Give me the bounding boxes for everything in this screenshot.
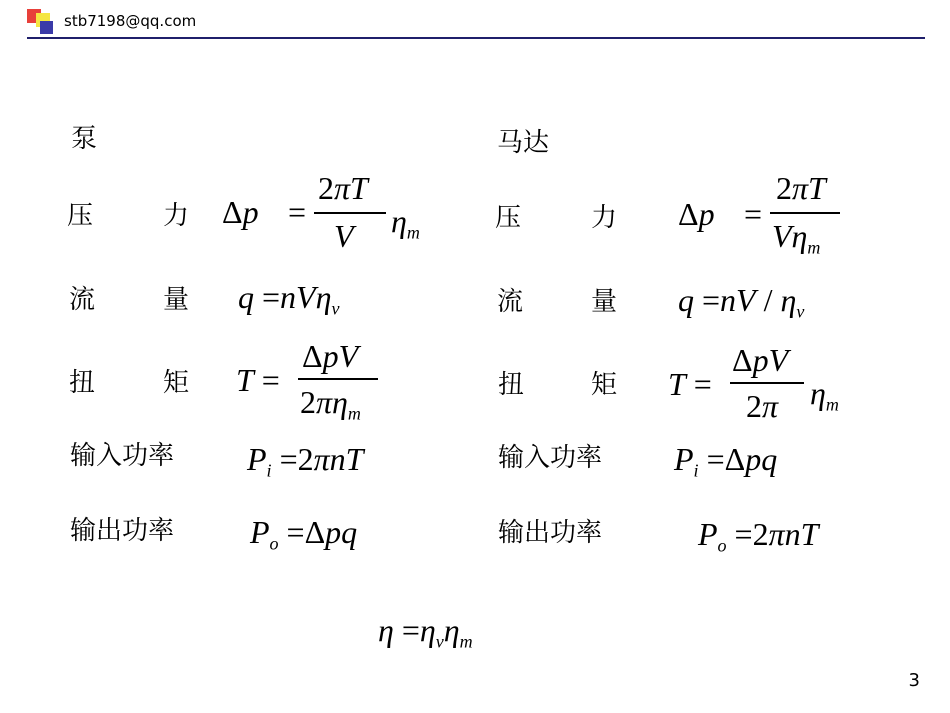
logo-blue-square: [40, 21, 53, 34]
motor-output-power-label: 输出功率: [498, 518, 603, 548]
pump-title: 泵: [71, 124, 98, 154]
motor-pressure-lhs: Δp: [678, 196, 715, 232]
motor-output-power-formula: $P_o =2\pi nT$: [698, 516, 819, 556]
pump-pressure-label-1: 压: [67, 201, 94, 231]
motor-flow-label-2: 量: [591, 287, 618, 317]
motor-flow-label-1: 流: [497, 287, 524, 317]
page-number: 3: [908, 670, 920, 691]
motor-input-power-formula: $P_i =\Delta pq$: [674, 441, 778, 481]
header-email: stb7198@qq.com: [64, 12, 197, 30]
pump-pressure-label-2: 力: [163, 201, 190, 231]
pump-torque-label-2: 矩: [163, 368, 190, 398]
motor-pressure-fraction: 2πT $V\eta_m$: [770, 172, 842, 267]
efficiency-formula: $\eta =\eta_v\eta_m$: [378, 612, 473, 652]
pump-flow-formula: q =nVη$_v$: [238, 279, 340, 319]
motor-pressure-label-1: 压: [495, 203, 522, 233]
motor-torque-label-2: 矩: [591, 370, 618, 400]
pump-output-power-formula: $P_o =\Delta pq$: [250, 514, 358, 554]
motor-input-power-label: 输入功率: [498, 443, 603, 473]
motor-torque-eta: $\eta_m$: [810, 375, 839, 415]
pump-input-power-label: 输入功率: [70, 441, 175, 471]
header-divider: [27, 37, 925, 39]
pump-pressure-fraction: 2πT V: [314, 172, 388, 262]
motor-flow-formula: $q =nV / \eta_v$: [678, 282, 805, 322]
motor-title: 马达: [497, 128, 550, 158]
pump-input-power-formula: $P_i =2\pi nT$: [247, 441, 364, 481]
pump-torque-lhs: T =: [236, 362, 280, 398]
logo-icon: [27, 9, 55, 35]
pump-torque-label-1: 扭: [69, 368, 96, 398]
pump-flow-label-2: 量: [163, 285, 190, 315]
pump-pressure-eta: $\eta_m$: [391, 203, 420, 243]
motor-pressure-label-2: 力: [591, 203, 618, 233]
motor-torque-label-1: 扭: [498, 370, 525, 400]
pump-output-power-label: 输出功率: [70, 516, 175, 546]
motor-torque-fraction: ΔpV 2π: [730, 344, 806, 426]
pump-pressure-equals: =: [288, 194, 307, 230]
motor-torque-lhs: T =: [668, 366, 712, 402]
motor-pressure-equals: =: [744, 196, 763, 232]
pump-flow-label-1: 流: [69, 285, 96, 315]
pump-pressure-formula-lhs: Δp: [222, 194, 259, 230]
pump-torque-fraction: ΔpV $2\pi\eta_m$: [298, 340, 382, 430]
